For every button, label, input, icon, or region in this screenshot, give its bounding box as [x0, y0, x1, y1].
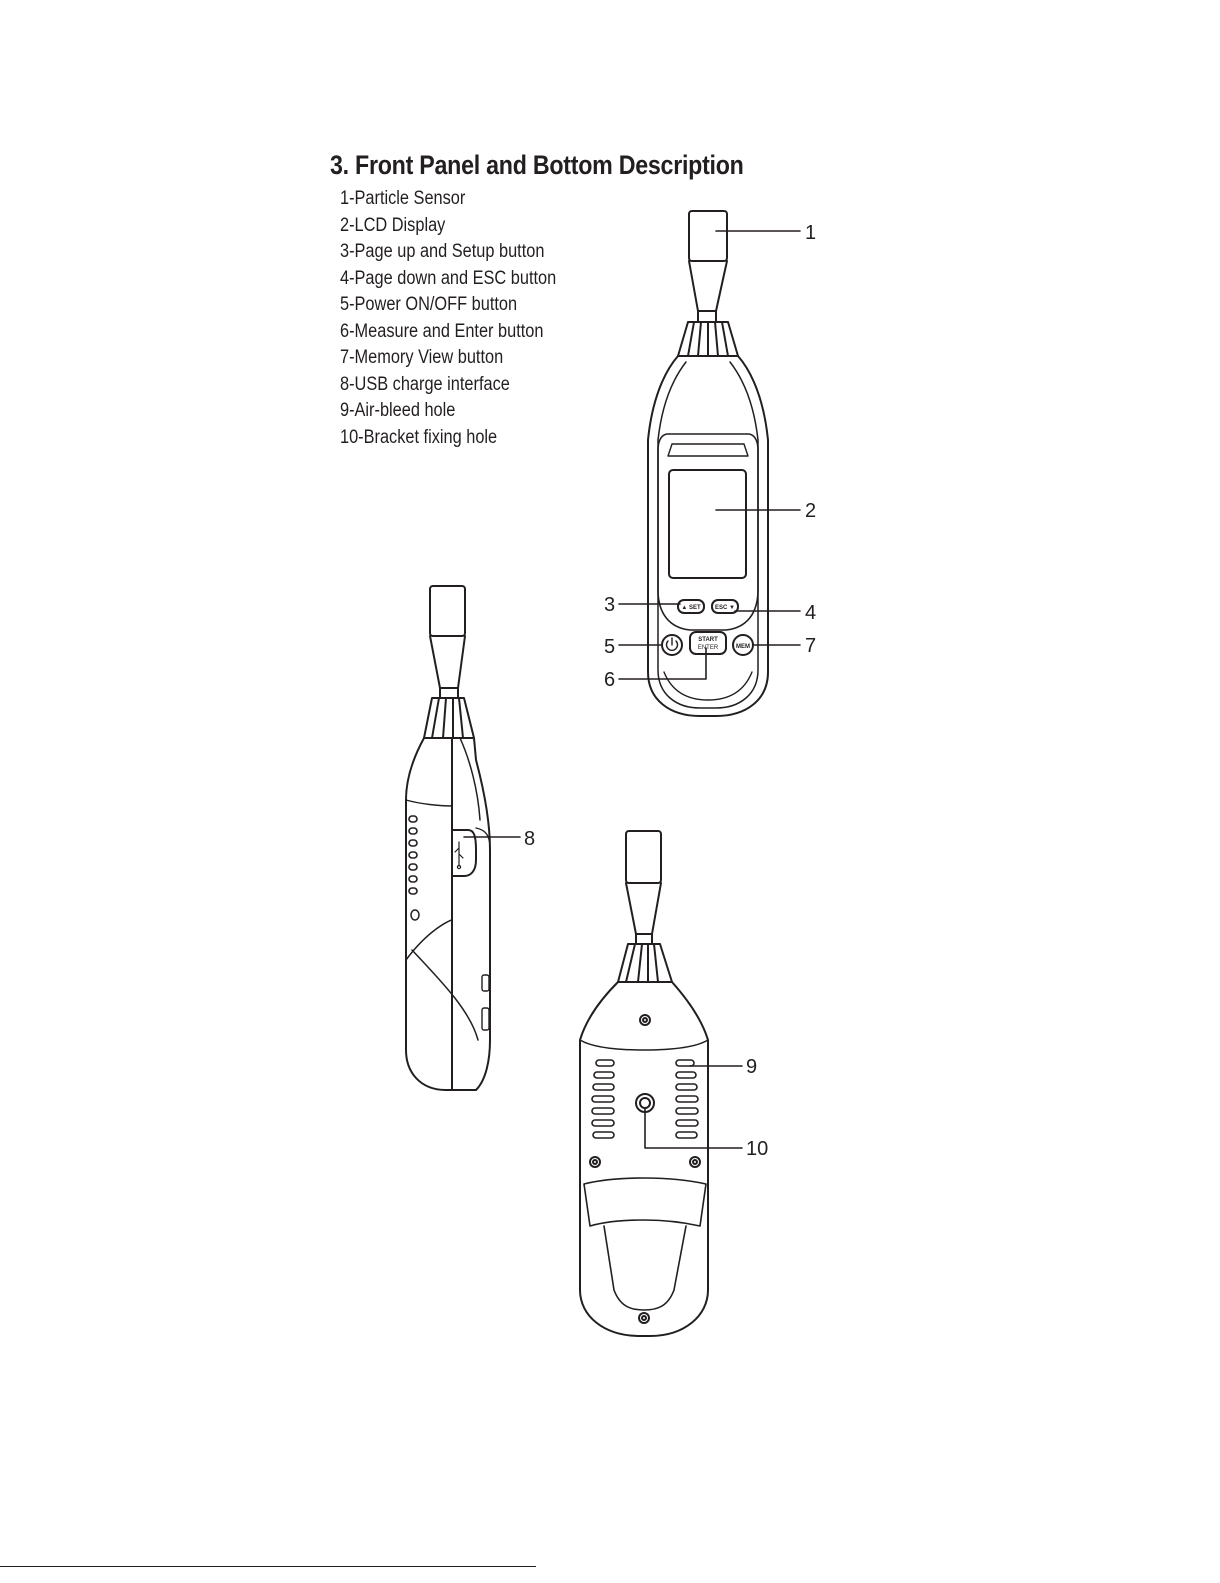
callout-4: 4 — [805, 602, 817, 624]
callout-7: 7 — [805, 635, 817, 657]
side-view-device — [406, 586, 490, 1090]
enter-button-label: ENTER — [697, 645, 719, 651]
mem-button-label: MEM — [736, 644, 750, 650]
callout-1: 1 — [805, 222, 817, 244]
back-vent-slots-left — [592, 1060, 614, 1138]
legend-item-air-bleed-hole: 9-Air-bleed hole — [340, 400, 456, 421]
side-sensor-tip — [430, 586, 465, 636]
set-button-label: ▲ SET — [681, 605, 701, 611]
callout-9: 9 — [746, 1056, 758, 1078]
back-sensor-tip — [626, 831, 661, 883]
esc-button-label: ESC ▼ — [715, 605, 735, 611]
side-collar — [424, 698, 474, 738]
legend-item-particle-sensor: 1-Particle Sensor — [340, 188, 466, 209]
back-vent-slots-right — [676, 1060, 698, 1138]
callout-5: 5 — [604, 636, 616, 658]
start-button-label: START — [698, 637, 718, 643]
legend-item-memory-view: 7-Memory View button — [340, 347, 504, 368]
legend-item-page-up-setup: 3-Page up and Setup button — [340, 241, 545, 262]
footer-rule — [0, 1566, 536, 1567]
callout-6: 6 — [604, 669, 616, 691]
legend-item-measure-enter: 6-Measure and Enter button — [340, 320, 544, 342]
front-lcd-display — [669, 470, 746, 578]
back-collar — [618, 944, 672, 982]
usb-icon — [455, 842, 463, 869]
section-heading: 3. Front Panel and Bottom Description — [330, 150, 744, 180]
front-body-outline — [648, 356, 768, 716]
callout-3: 3 — [604, 594, 616, 616]
callout-10: 10 — [746, 1138, 769, 1160]
legend-item-usb-charge: 8-USB charge interface — [340, 373, 510, 395]
front-sensor-cone — [689, 261, 727, 311]
callout-8: 8 — [524, 828, 536, 850]
front-sensor-tip — [689, 211, 727, 261]
back-view-device — [580, 831, 708, 1336]
callout-2: 2 — [805, 500, 817, 522]
side-vent-slots — [409, 816, 417, 894]
legend-item-page-down-esc: 4-Page down and ESC button — [340, 267, 557, 289]
legend-item-power: 5-Power ON/OFF button — [340, 294, 518, 315]
legend-item-bracket-hole: 10-Bracket fixing hole — [340, 426, 498, 448]
legend-item-lcd-display: 2-LCD Display — [340, 214, 446, 236]
callout-leaders — [464, 231, 800, 1148]
